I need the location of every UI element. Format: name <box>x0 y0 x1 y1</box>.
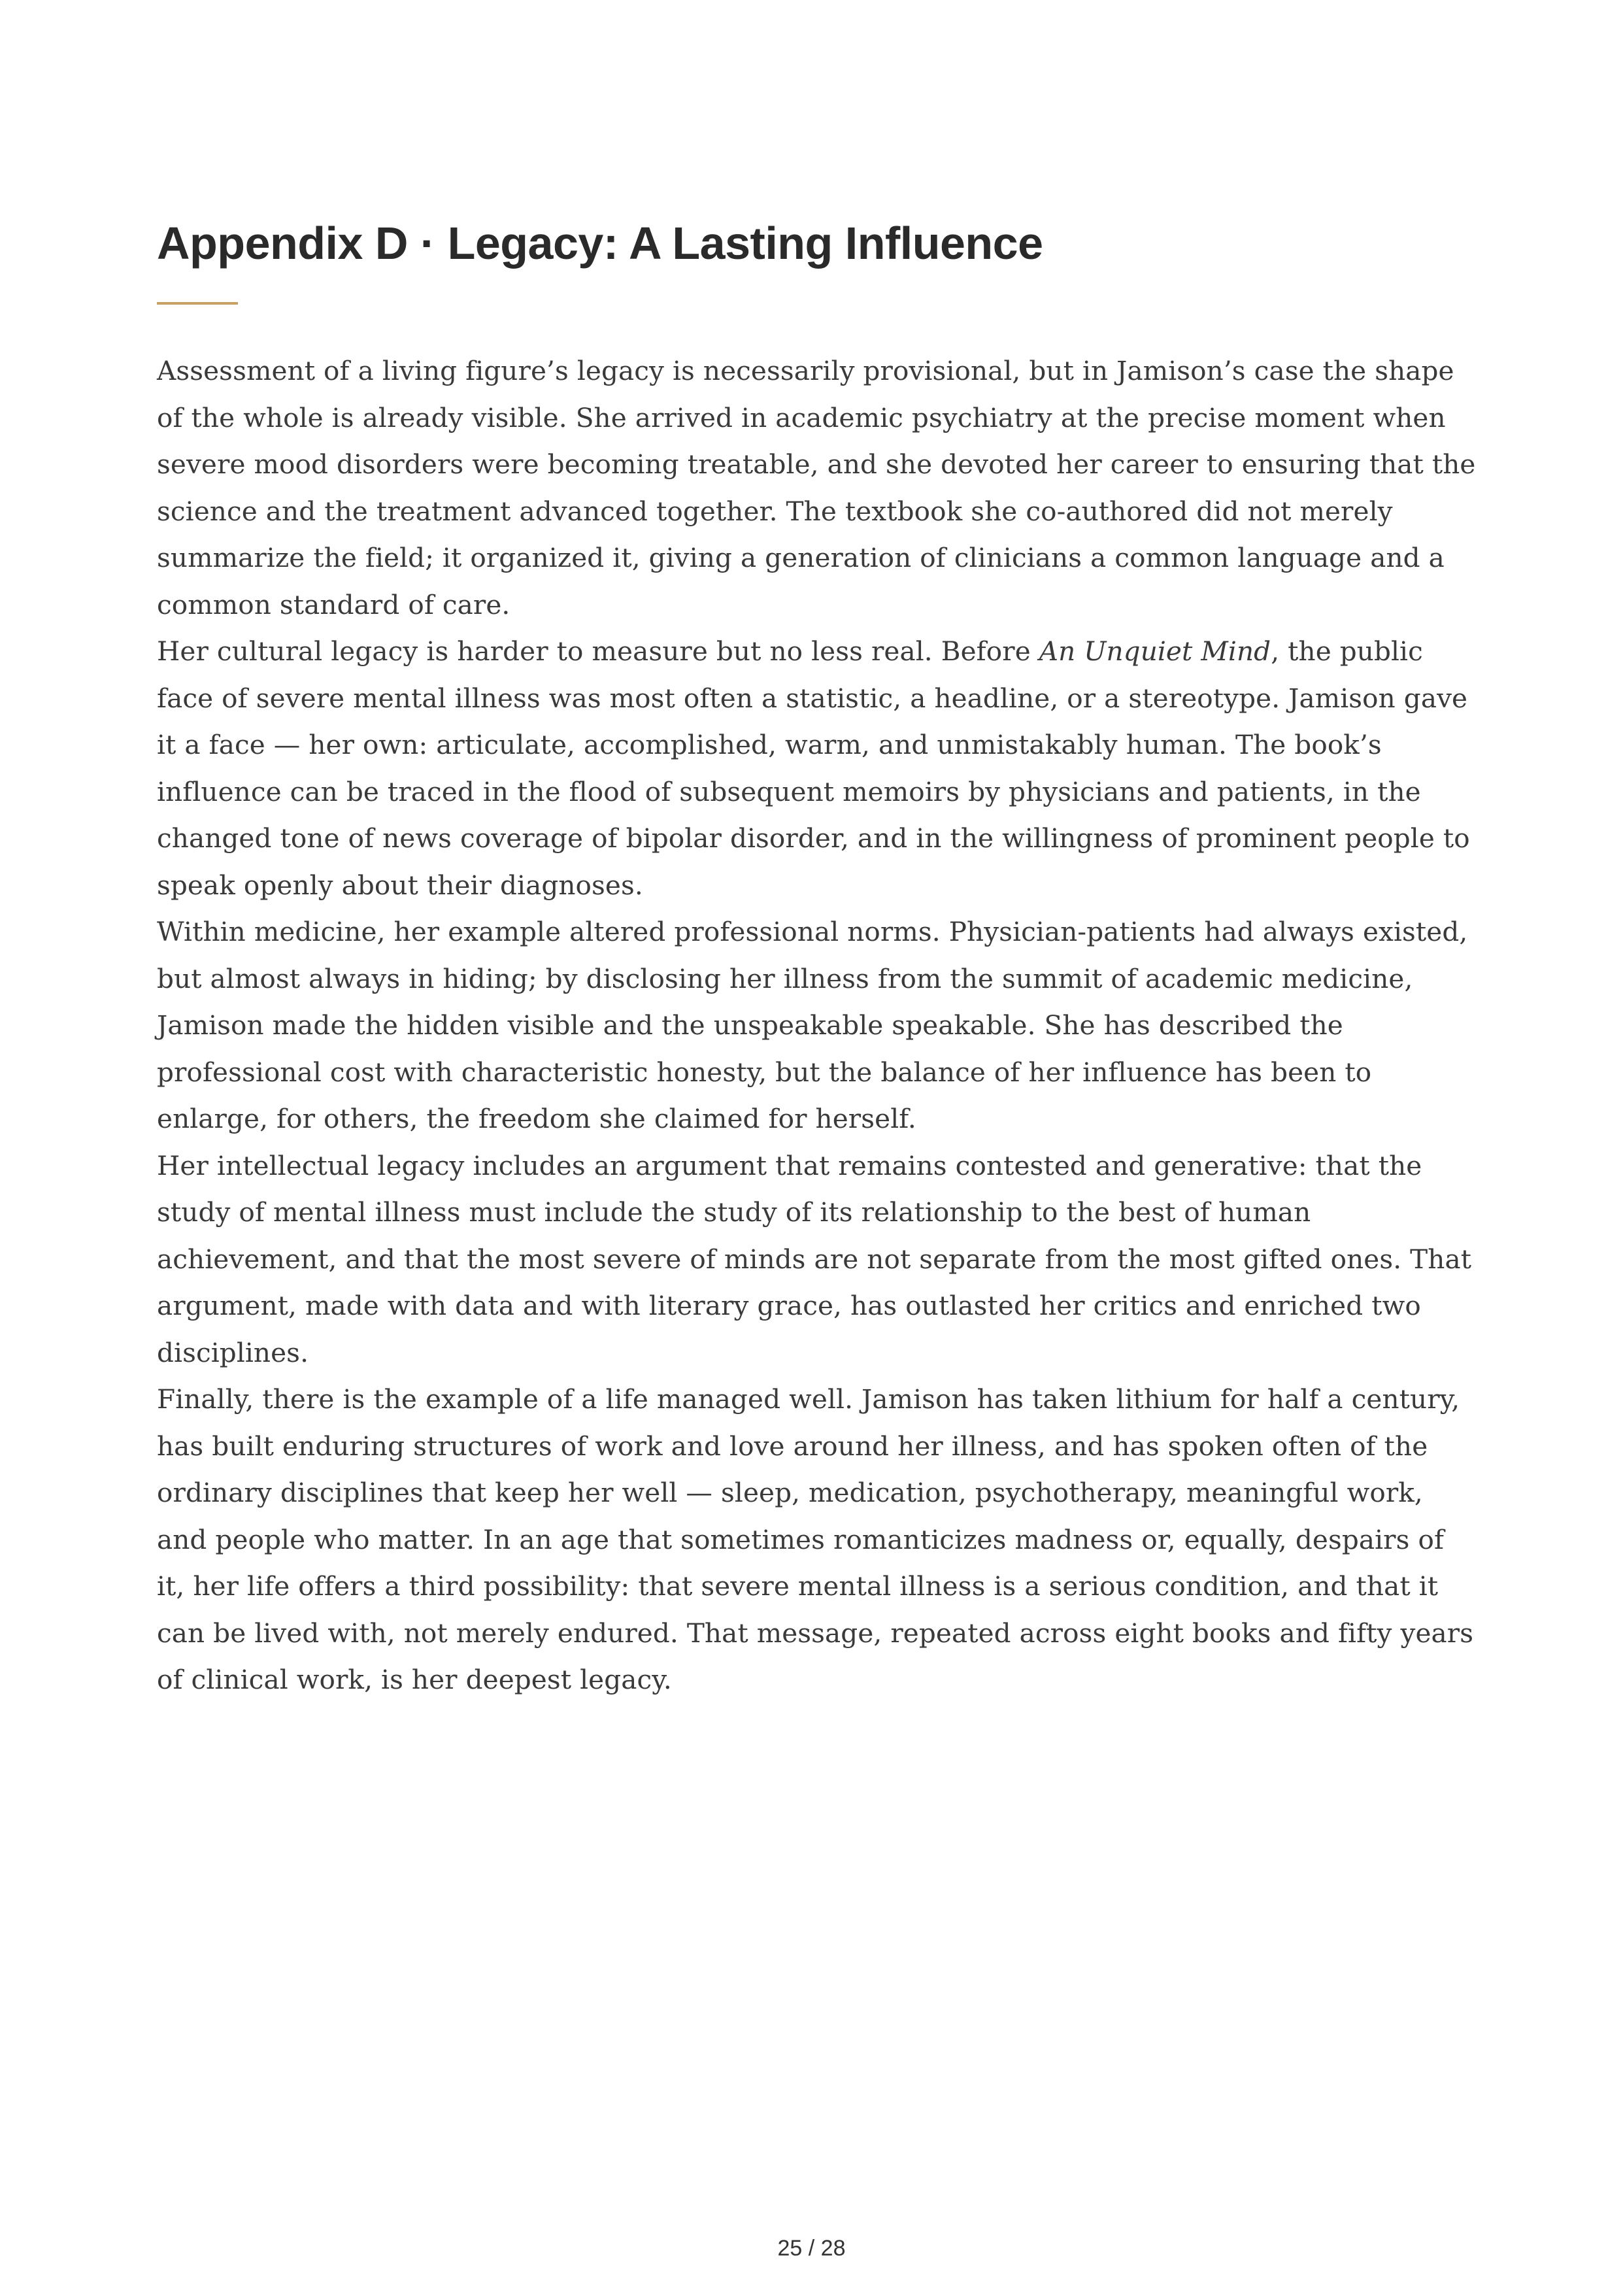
page-title: Appendix D · Legacy: A Lasting Influence <box>157 218 1043 269</box>
book-title-italic: An Unquiet Mind <box>1039 635 1271 667</box>
paragraph-2 <box>157 628 1477 909</box>
title-underline-accent <box>157 302 238 305</box>
paragraph-2-part-2: , the public face of severe mental illness was most often a statistic, a headline, or a stereotype. Jamison gave it a face — her own: articulate, accomplished, warm, and unmistakably human. The book’s influence can be traced in the flood of subsequent memoirs by physicians and patients, in the changed tone of news coverage of bipolar disorder, and in the willingness of prominent people to speak openly about their diagnoses. <box>157 635 1470 901</box>
paragraph-5: Finally, there is the example of a life managed well. Jamison has taken lithium for half a century, has built enduring structures of work and love around her illness, and has spoken often of the ordinary disciplines that keep her well — sleep, medication, psychotherapy, meaningful work, and people who matter. In an age that sometimes romanticizes madness or, equally, despairs of it, her life offers a third possibility: that severe mental illness is a serious condition, and that it can be lived with, not merely endured. That message, repeated across eight books and fifty years of clinical work, is her deepest legacy. <box>157 1383 1474 1695</box>
page-number: 25 / 28 <box>777 2236 846 2261</box>
paragraph-4: Her intellectual legacy includes an argument that remains contested and generative: that the study of mental illness must include the study of its relationship to the best of human achievement, and that the most severe of minds are not separate from the most gifted ones. That argument, made with data and with literary grace, has outlasted her critics and enriched two disciplines. <box>157 1149 1472 1368</box>
page-content <box>157 216 1477 1704</box>
paragraph-1: Assessment of a living figure’s legacy is necessarily provisional, but in Jamison’s case the shape of the whole is already visible. She arrived in academic psychiatry at the precise moment when severe mood disorders were becoming treatable, and she devoted her career to ensuring that the science and the treatment advanced together. The textbook she co-authored did not merely summarize the field; it organized it, giving a generation of clinicians a common language and a common standard of care. <box>157 355 1476 620</box>
paragraph-2-part-1: Her cultural legacy is harder to measure but no less real. Before <box>157 635 1039 667</box>
paragraph-3: Within medicine, her example altered professional norms. Physician-patients had always existed, but almost always in hiding; by disclosing her illness from the summit of academic medicine, Jamison made the hidden visible and the unspeakable speakable. She has described the professional cost with characteristic honesty, but the balance of her influence has been to enlarge, for others, the freedom she claimed for herself. <box>157 916 1468 1134</box>
body-text <box>157 348 1477 1704</box>
